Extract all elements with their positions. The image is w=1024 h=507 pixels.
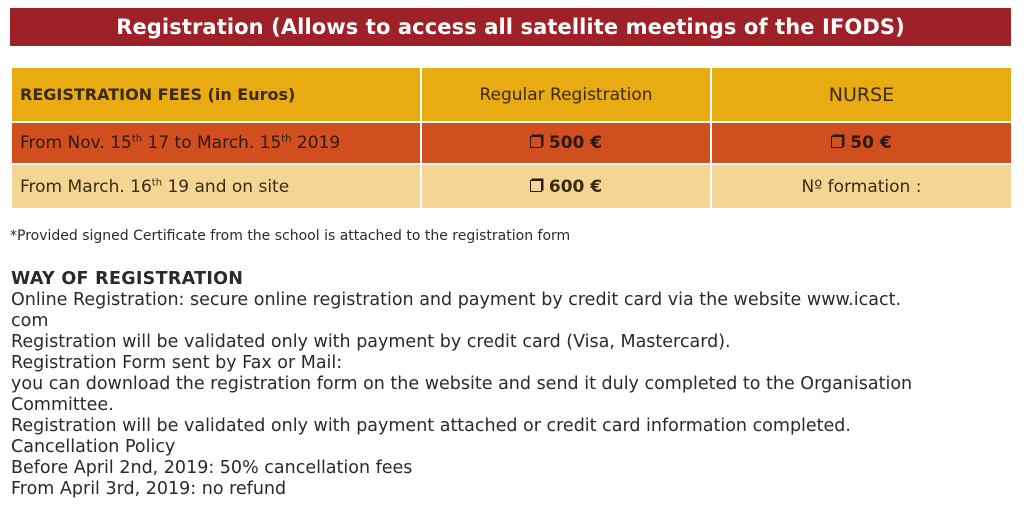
text-line: From April 3rd, 2019: no refund bbox=[11, 479, 287, 499]
period-cell: From March. 16th 19 and on site bbox=[11, 164, 421, 209]
text-line: Before April 2nd, 2019: 50% cancellation fees bbox=[11, 458, 413, 478]
regular-fee-option[interactable]: 600 € bbox=[421, 164, 711, 209]
checkbox-icon[interactable] bbox=[530, 180, 542, 192]
text-line: Online Registration: secure online registration and payment by credit card via the website www.icact. bbox=[11, 290, 902, 310]
registration-banner bbox=[10, 8, 1011, 46]
text-line: Registration will be validated only with payment by credit card (Visa, Mastercard). bbox=[11, 332, 731, 352]
checkbox-icon[interactable] bbox=[530, 136, 542, 148]
section-title: WAY OF REGISTRATION bbox=[11, 269, 244, 289]
nurse-fee-option[interactable]: 50 € bbox=[711, 122, 1012, 164]
banner-title: Registration (Allows to access all satellite meetings of the IFODS) bbox=[116, 15, 905, 39]
text-line: Registration Form sent by Fax or Mail: bbox=[11, 353, 343, 373]
regular-fee-option[interactable]: 500 € bbox=[421, 122, 711, 164]
checkbox-icon[interactable] bbox=[831, 136, 843, 148]
table-row bbox=[11, 122, 1012, 164]
text-line: Cancellation Policy bbox=[11, 437, 176, 457]
header-regular: Regular Registration bbox=[421, 67, 711, 122]
table-header-row bbox=[11, 67, 1012, 122]
period-cell: From Nov. 15th 17 to March. 15th 2019 bbox=[11, 122, 421, 164]
header-nurse: NURSE bbox=[711, 67, 1012, 122]
text-line: com bbox=[11, 311, 49, 331]
table-row bbox=[11, 164, 1012, 209]
header-fees: REGISTRATION FEES (in Euros) bbox=[11, 67, 421, 122]
text-line: you can download the registration form on the website and send it duly completed to the Organisation bbox=[11, 374, 913, 394]
nurse-formation-cell: Nº formation : bbox=[711, 164, 1012, 209]
text-line: Committee. bbox=[11, 395, 114, 415]
certificate-note: *Provided signed Certificate from the school is attached to the registration form bbox=[10, 228, 571, 244]
way-of-registration bbox=[11, 269, 1016, 500]
text-line: Registration will be validated only with payment attached or credit card information completed. bbox=[11, 416, 851, 436]
registration-fees-table bbox=[10, 66, 1013, 210]
